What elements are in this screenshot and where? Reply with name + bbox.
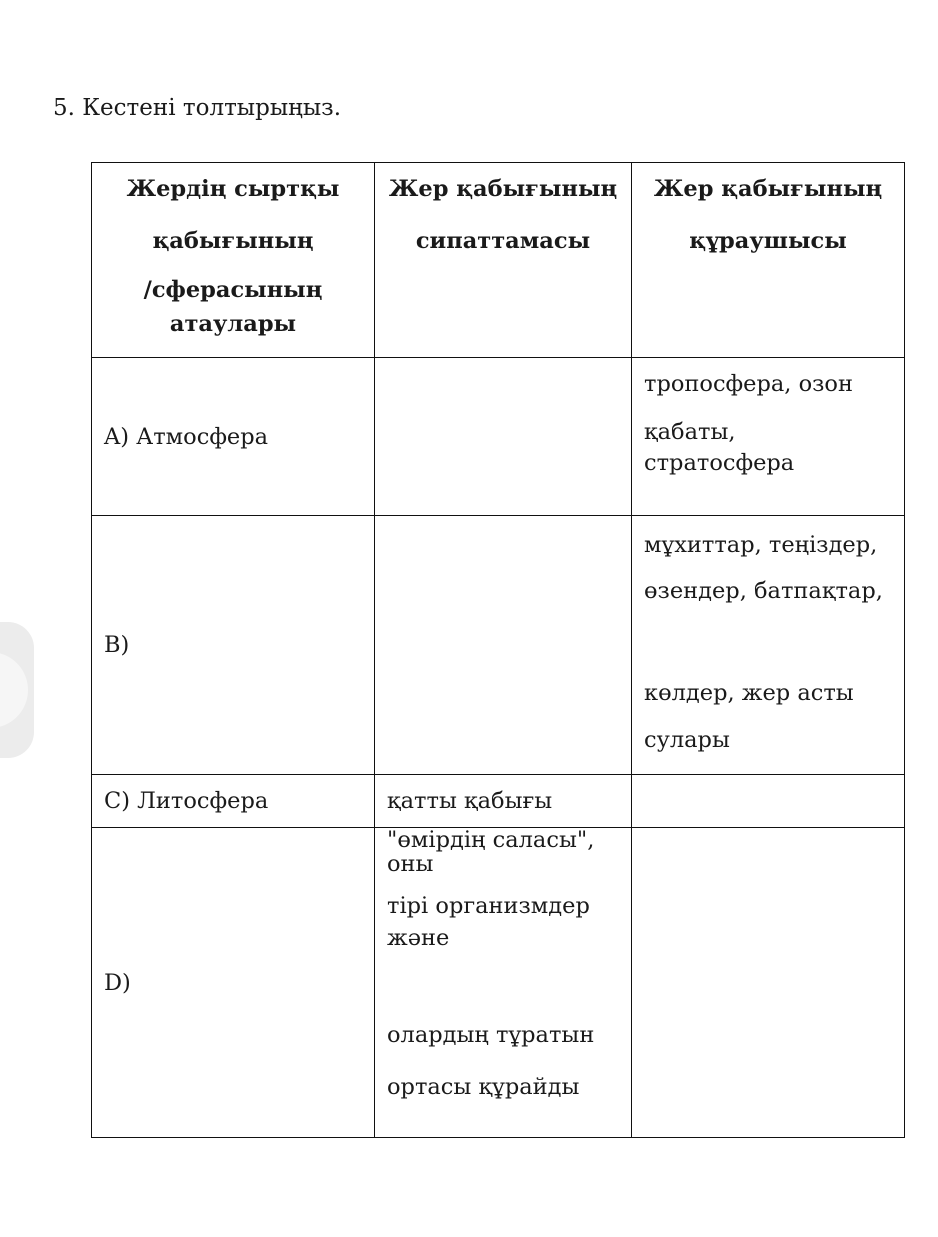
cell-description (375, 828, 632, 1138)
header-description (375, 163, 632, 358)
cell-sphere-name: C) Литосфера (92, 775, 375, 828)
cell-sphere-name: D) (92, 828, 375, 1138)
spheres-table (91, 162, 905, 1138)
cell-sphere-name: B) (92, 516, 375, 775)
cell-components[interactable] (632, 775, 905, 828)
cell-line: қабаты, (644, 419, 736, 445)
header-line: атаулары (169, 311, 297, 337)
cell-sphere-name: A) Атмосфера (92, 358, 375, 516)
header-line: /сферасының (143, 277, 323, 303)
header-line: Жердің сыртқы (126, 176, 340, 202)
cell-line: оны (387, 851, 434, 877)
cell-line: "өмірдің саласы", (387, 827, 595, 853)
cell-description: қатты қабығы (375, 775, 632, 828)
cell-line: стратосфера (644, 450, 795, 476)
side-pull-tab[interactable] (0, 622, 34, 758)
table-row (92, 775, 905, 828)
header-line: Жер қабығының (653, 176, 883, 202)
cell-line: олардың тұратын (387, 1022, 595, 1048)
cell-line: көлдер, жер асты (644, 680, 854, 706)
cell-line: мұхиттар, теңіздер, (644, 532, 878, 558)
header-components (632, 163, 905, 358)
cell-line: тропосфера, озон (644, 371, 853, 397)
header-row (92, 163, 905, 358)
cell-line: ортасы құрайды (387, 1074, 580, 1100)
cell-line: сулары (644, 727, 730, 753)
cell-components (632, 358, 905, 516)
header-sphere-names (92, 163, 375, 358)
table-row (92, 828, 905, 1138)
cell-description[interactable] (375, 358, 632, 516)
cell-line: өзендер, батпақтар, (644, 578, 883, 604)
task-heading: 5. Кестені толтырыңыз. (53, 95, 342, 121)
table-row (92, 358, 905, 516)
header-line: Жер қабығының (388, 176, 618, 202)
cell-line: тірі организмдер (387, 893, 590, 919)
cell-description[interactable] (375, 516, 632, 775)
cell-components (632, 516, 905, 775)
header-line: қабығының (152, 228, 314, 254)
header-line: құраушысы (689, 228, 847, 254)
header-line: сипаттамасы (415, 228, 591, 254)
cell-components[interactable] (632, 828, 905, 1138)
cell-line: және (387, 925, 450, 951)
table-row (92, 516, 905, 775)
